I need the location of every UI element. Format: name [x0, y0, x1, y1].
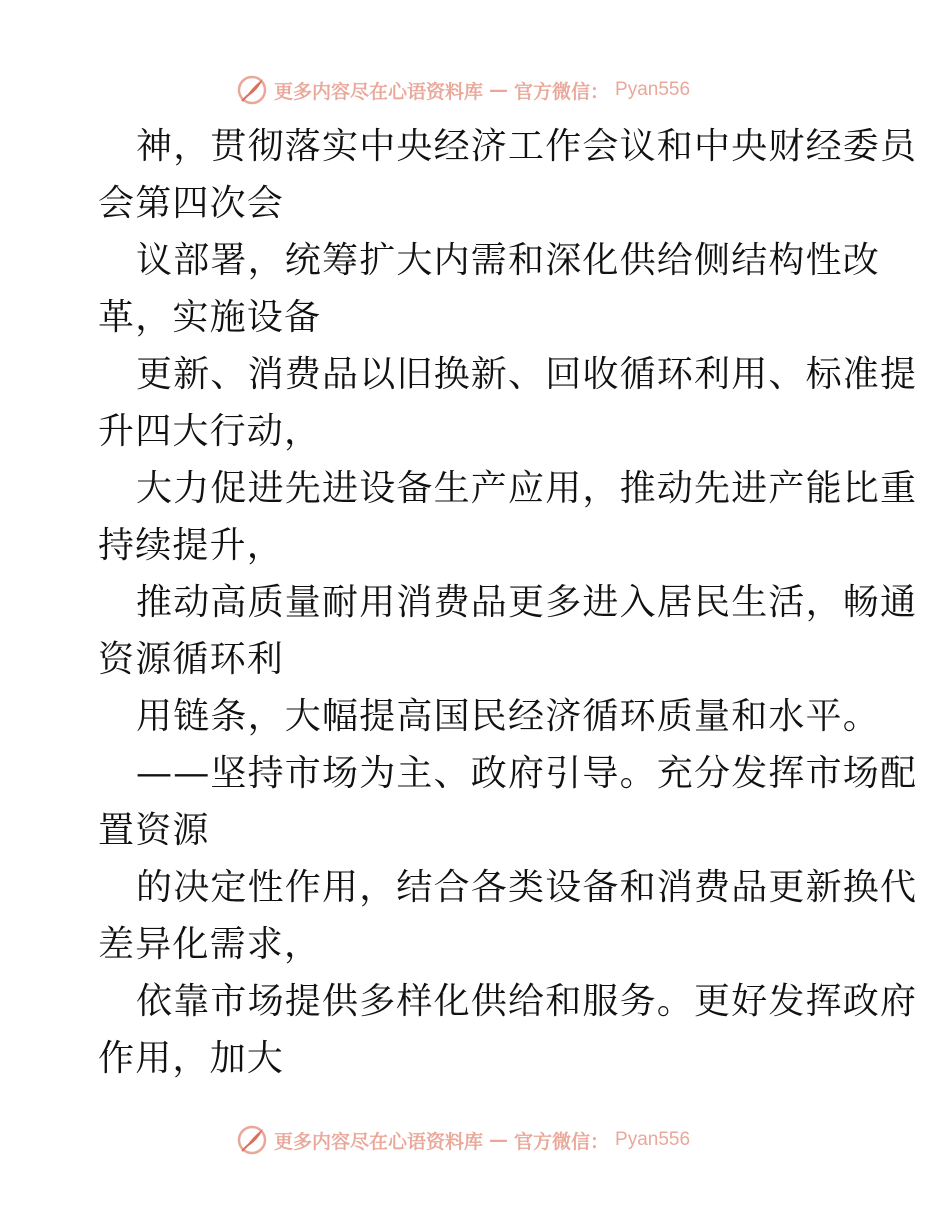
text-line: 作用，加大 [98, 1038, 285, 1079]
watermark-text: 更多内容尽在心语资料库 [274, 1130, 484, 1153]
text-line: 的决定性作用，结合各类设备和消费品更新换代 [136, 867, 918, 908]
text-line: ——坚持市场为主、政府引导。充分发挥市场配 [136, 753, 918, 794]
feather-pen-logo-icon [236, 74, 268, 106]
text-line: 大力促进先进设备生产应用，推动先进产能比重 [136, 468, 918, 509]
text-line: 更新、消费品以旧换新、回收循环利用、标准提 [136, 354, 918, 395]
watermark-text: 更多内容尽在心语资料库 [274, 80, 484, 103]
watermark-wechat-label: 官方微信： [514, 80, 610, 103]
text-line: 升四大行动， [98, 411, 322, 452]
text-line: 推动高质量耐用消费品更多进入居民生活，畅通 [136, 582, 918, 623]
watermark-wechat-id: Pyan556 [615, 79, 691, 100]
footer-watermark [236, 1122, 756, 1158]
header-watermark [236, 72, 756, 108]
feather-pen-logo-icon [236, 1124, 268, 1156]
text-line: 差异化需求， [98, 924, 322, 965]
text-line: 革，实施设备 [98, 297, 322, 338]
text-line: 会第四次会 [98, 183, 285, 224]
text-line: 资源循环利 [98, 639, 285, 680]
text-line: 用链条，大幅提高国民经济循环质量和水平。 [136, 696, 881, 737]
watermark-separator: — [489, 79, 509, 101]
text-line: 置资源 [98, 810, 210, 851]
watermark-wechat-id: Pyan556 [615, 1129, 691, 1150]
text-line: 依靠市场提供多样化供给和服务。更好发挥政府 [136, 981, 918, 1022]
document-body [98, 118, 918, 1087]
watermark-separator: — [489, 1129, 509, 1151]
watermark-wechat-label: 官方微信： [514, 1130, 610, 1153]
text-line: 神，贯彻落实中央经济工作会议和中央财经委员 [136, 126, 918, 167]
text-line: 议部署，统筹扩大内需和深化供给侧结构性改 [136, 240, 881, 281]
text-line: 持续提升， [98, 525, 285, 566]
